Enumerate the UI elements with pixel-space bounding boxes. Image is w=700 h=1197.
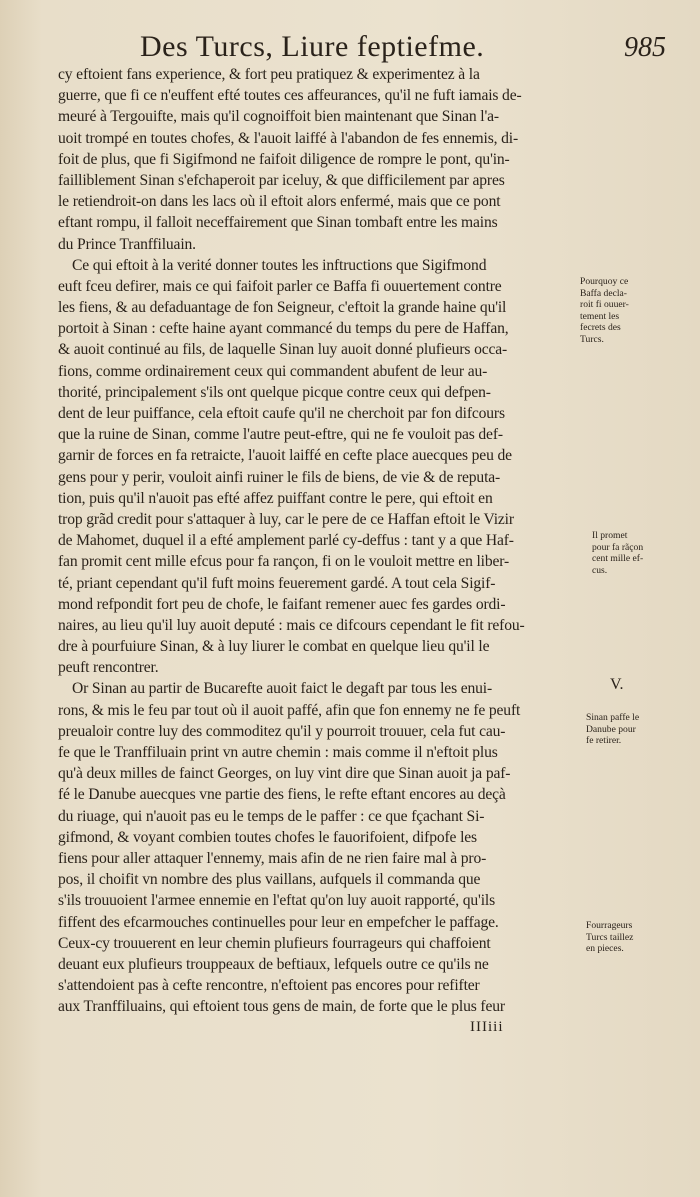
- text-line: trop grãd credit pour s'attaquer à luy, car le pere de ce Haffan eftoit le Vizir: [58, 510, 514, 528]
- text-line: rons, & mis le feu par tout où il auoit paffé, afin que fon ennemy ne fe peuft: [58, 701, 521, 719]
- text-line: & auoit continué au fils, de laquelle Sinan luy auoit donné plufieurs occa-: [58, 341, 508, 359]
- text-line: de Mahomet, duquel il a efté amplement parlé cy-deffus : tant y a que Haf-: [58, 532, 514, 550]
- signature-mark: IIIiii: [470, 1019, 504, 1036]
- text-line: les fiens, & au defaduantage de fon Seigneur, c'eftoit la grande haine qu'il: [58, 299, 507, 317]
- text-line: Or Sinan au partir de Bucarefte auoit faict le degaft par tous les enui-: [72, 680, 493, 698]
- folio-number: 985: [624, 32, 666, 63]
- text-line: guerre, que fi ce n'euffent efté toutes ces affeurances, qu'il ne fuft iamais de-: [58, 87, 522, 105]
- text-line: euft fceu defirer, mais ce qui faifoit parler ce Baffa fi ouuertement contre: [58, 277, 502, 295]
- text-line: s'attendoient pas à cefte rencontre, n'eftoient pas encores pour refifter: [58, 977, 480, 995]
- text-line: uoit trompé en toutes chofes, & l'auoit laiffé à l'abandon de fes ennemis, di-: [58, 129, 519, 147]
- text-line: aux Tranffiluains, qui eftoient tous gens de main, de forte que le plus feur: [58, 998, 505, 1016]
- margin-note-line: cent mille ef-: [592, 553, 644, 564]
- margin-note-line: roit fi ouuer-: [580, 299, 629, 310]
- text-line: fé le Danube auecques vne partie des fiens, le refte eftant encores au deçà: [58, 786, 506, 804]
- text-line: thorité, principalement s'ils ont quelque picque contre ceux qui defpen-: [58, 383, 491, 401]
- text-line: du Prince Tranffiluain.: [58, 235, 196, 253]
- running-title: Des Turcs, Liure feptiefme.: [140, 30, 485, 63]
- margin-note: [592, 530, 643, 576]
- text-line: portoit à Sinan : cefte haine ayant commancé du temps du pere de Haffan,: [58, 320, 509, 338]
- margin-note-line: pour fa rãçon: [592, 541, 644, 553]
- text-line: fions, comme ordinairement ceux qui commandent abufent de leur au-: [58, 362, 488, 380]
- margin-note-line: fecrets des: [580, 322, 621, 333]
- text-line: dent de leur puiffance, cela eftoit caufe qu'il ne cherchoit par fon difcours: [58, 405, 505, 422]
- margin-note-line: Danube pour: [586, 723, 636, 735]
- text-line: dre à pourfuiure Sinan, & à luy liurer le combat en quelque lieu qu'il le: [58, 638, 490, 656]
- margin-note-line: Turcs.: [580, 333, 604, 345]
- text-line: Ce qui eftoit à la verité donner toutes les inftructions que Sigifmond: [72, 256, 487, 274]
- text-line: que la ruine de Sinan, comme l'autre peut-eftre, qui ne fe vouloit pas def-: [58, 426, 503, 444]
- text-line: du riuage, qui n'auoit pas eu le temps de le paffer : ce que fçachant Si-: [58, 807, 485, 825]
- margin-note-line: Fourrageurs: [586, 920, 633, 931]
- text-line: failliblement Sinan s'efchaperoit par iceluy, & que difficilement par apres: [58, 171, 505, 189]
- text-line: pos, il choifit vn nombre des plus vaillans, aufquels il commanda que: [58, 871, 481, 889]
- margin-note: [580, 276, 629, 345]
- text-line: fan promit cent mille efcus pour fa rançon, fi on le vouloit mettre en liber-: [58, 553, 510, 571]
- text-line: cy eftoient fans experience, & fort peu pratiquez & experimentez à la: [58, 66, 480, 83]
- margin-note-line: tement les: [580, 310, 620, 322]
- margin-note-line: cus.: [592, 564, 608, 576]
- margin-note-line: Sinan paffe le: [586, 712, 640, 723]
- text-line: qu'à deux milles de fainct Georges, on luy vint dire que Sinan auoit ja paf-: [58, 765, 511, 783]
- margin-note-line: Pourquoy ce: [580, 276, 629, 287]
- text-line: gens pour y perir, vouloit ainfi ruiner le fils de biens, de vie & de reputa-: [58, 468, 501, 486]
- text-line: le retiendroit-on dans les lacs où il eftoit alors enfermé, mais que ce pont: [58, 193, 501, 211]
- text-line: foit de plus, que fi Sigifmond ne faifoit diligence de rompre le pont, qu'in-: [58, 150, 510, 168]
- section-number: V.: [610, 676, 624, 693]
- text-line: naires, au lieu qu'il luy auoit deputé : mais ce difcours cependant le fit refou-: [58, 616, 525, 634]
- text-line: tion, puis qu'il n'auoit pas efté affez puiffant contre le pere, qui eftoit en: [58, 489, 493, 507]
- text-line: fiens pour aller attaquer l'ennemy, mais afin de ne rien faire mal à pro-: [58, 849, 487, 867]
- margin-note: [586, 712, 639, 747]
- text-line: eftant rompu, il falloit neceffairement que Sinan tombaft entre les mains: [58, 214, 498, 232]
- text-line: Ceux-cy trouuerent en leur chemin plufieurs fourrageurs qui chaffoient: [58, 934, 491, 952]
- text-line: s'ils trouuoient l'armee ennemie en l'eftat qu'on luy auoit rapporté, qu'ils: [58, 892, 495, 910]
- margin-note-line: Turcs taillez: [586, 931, 634, 943]
- margin-note-line: Il promet: [592, 530, 628, 541]
- text-line: garnir de forces en fa retraicte, l'auoit laiffé en cefte place auecques peu de: [58, 447, 512, 465]
- text-line: fiffent des efcarmouches continuelles pour leur en empefcher le paffage.: [58, 913, 499, 931]
- text-line: fe que le Tranffiluain print vn autre chemin : mais comme il n'eftoit plus: [58, 744, 498, 761]
- text-line: meuré à Tergouifte, mais qu'il cognoiffoit bien maintenant que Sinan l'a-: [58, 108, 499, 126]
- margin-note-line: Baffa decla-: [580, 287, 627, 299]
- margin-note-line: fe retirer.: [586, 735, 622, 746]
- text-line: preualoir contre luy des commoditez qu'il y pourroit trouuer, cela fut cau-: [58, 722, 506, 740]
- text-line: peuft rencontrer.: [58, 659, 159, 677]
- text-line: deuant eux plufieurs trouppeaux de beftiaux, lefquels outre ce qu'ils ne: [58, 955, 489, 973]
- text-line: té, priant cependant qu'il fuft moins feuerement gardé. A tout cela Sigif-: [58, 574, 496, 592]
- margin-note: [586, 920, 633, 955]
- text-line: mond refpondit fort peu de chofe, le faifant remener auec fes gardes ordi-: [58, 595, 506, 613]
- main-text: [58, 64, 578, 1039]
- text-line: gifmond, & voyant combien toutes chofes le fauorifoient, difpofe les: [58, 828, 477, 846]
- margin-note-line: en pieces.: [586, 943, 624, 954]
